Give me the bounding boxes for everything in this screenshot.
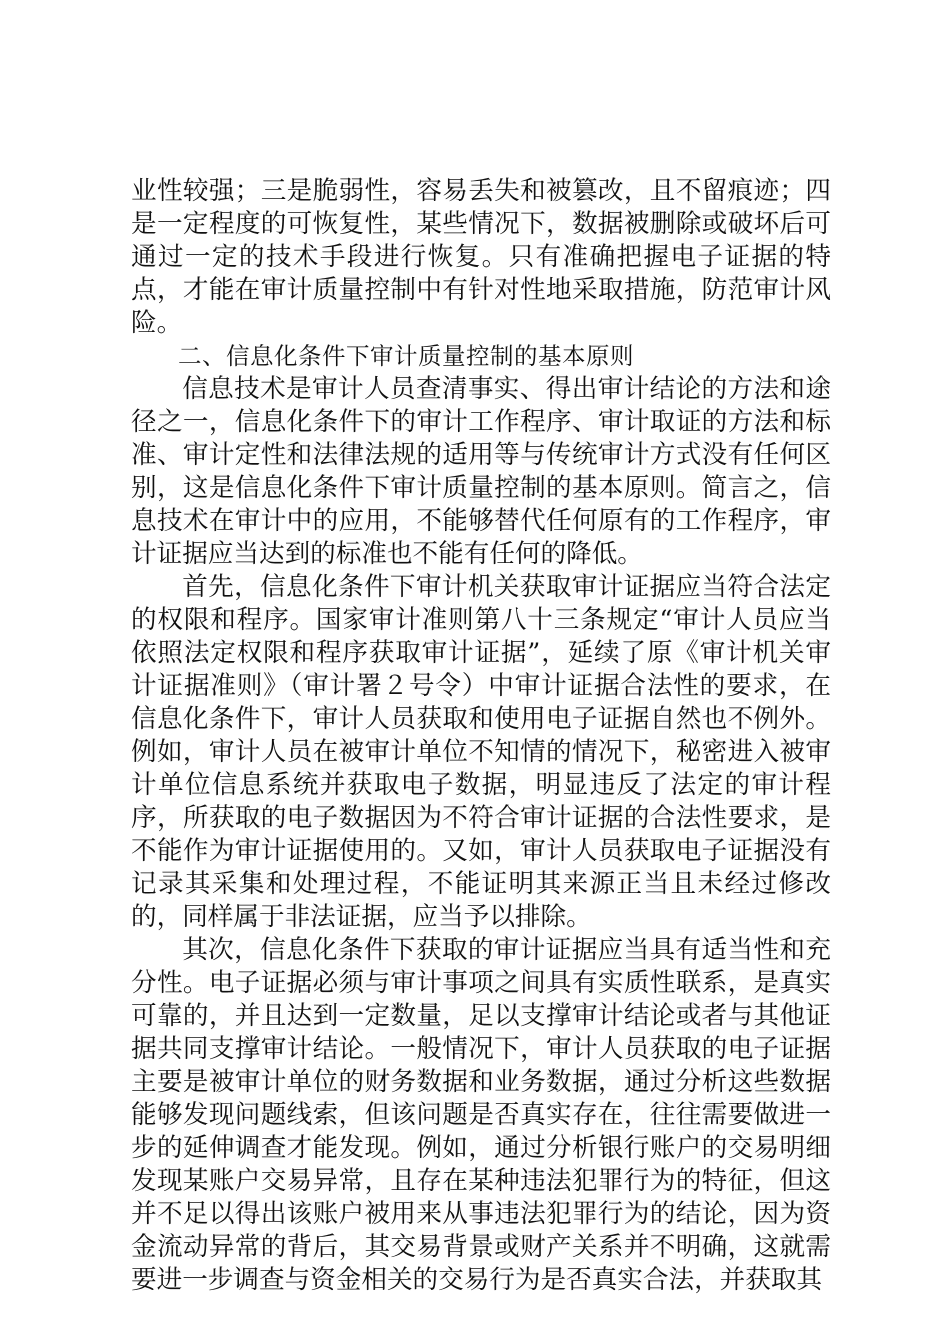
paragraph-electronic-evidence-characteristics: 业性较强；三是脆弱性，容易丢失和被篡改，且不留痕迹；四是一定程度的可恢复性，某些情况下，数据被删除或破坏后可通过一定的技术手段进行恢复。只有准确把握电子证据的特点，才能在审计质量控制中有针对性地采取措施，防范审计风险。 [131, 176, 831, 338]
paragraph-appropriateness-sufficiency: 其次，信息化条件下获取的审计证据应当具有适当性和充分性。电子证据必须与审计事项之间具有实质性联系，是真实可靠的，并且达到一定数量，足以支撑审计结论或者与其他证据共同支撑审计结论。一般情况下，审计人员获取的电子证据主要是被审计单位的财务数据和业务数据，通过分析这些数据能够发现问题线索，但该问题是否真实存在，往往需要做进一步的延伸调查才能发现。例如，通过分析银行账户的交易明细发现某账户交易异常，且存在某种违法犯罪行为的特征，但这并不足以得出该账户被用来从事违法犯罪行为的结论，因为资金流动异常的背后，其交易背景或财产关系并不明确，这就需要进一步调查与资金相关的交易行为是否真实合法，并获取其 [131, 935, 831, 1295]
paragraph-basic-principle: 信息技术是审计人员查清事实、得出审计结论的方法和途径之一，信息化条件下的审计工作程序、审计取证的方法和标准、审计定性和法律法规的适用等与传统审计方式没有任何区别，这是信息化条件下审计质量控制的基本原则。简言之，信息技术在审计中的应用，不能够替代任何原有的工作程序，审计证据应当达到的标准也不能有任何的降低。 [131, 374, 831, 569]
paragraph-legality-of-evidence: 首先，信息化条件下审计机关获取审计证据应当符合法定的权限和程序。国家审计准则第八十三条规定“审计人员应当依照法定权限和程序获取审计证据”，延续了原《审计机关审计证据准则》（审计署２号令）中审计证据合法性的要求，在信息化条件下，审计人员获取和使用电子证据自然也不例外。例如，审计人员在被审计单位不知情的情况下，秘密进入被审计单位信息系统并获取电子数据，明显违反了法定的审计程序，所获取的电子数据因为不符合审计证据的合法性要求，是不能作为审计证据使用的。又如，审计人员获取电子证据没有记录其采集和处理过程，不能证明其来源正当且未经过修改的，同样属于非法证据，应当予以排除。 [131, 572, 831, 932]
section-heading-basic-principles: 二、信息化条件下审计质量控制的基本原则 [178, 342, 634, 370]
document-body [131, 175, 831, 1297]
